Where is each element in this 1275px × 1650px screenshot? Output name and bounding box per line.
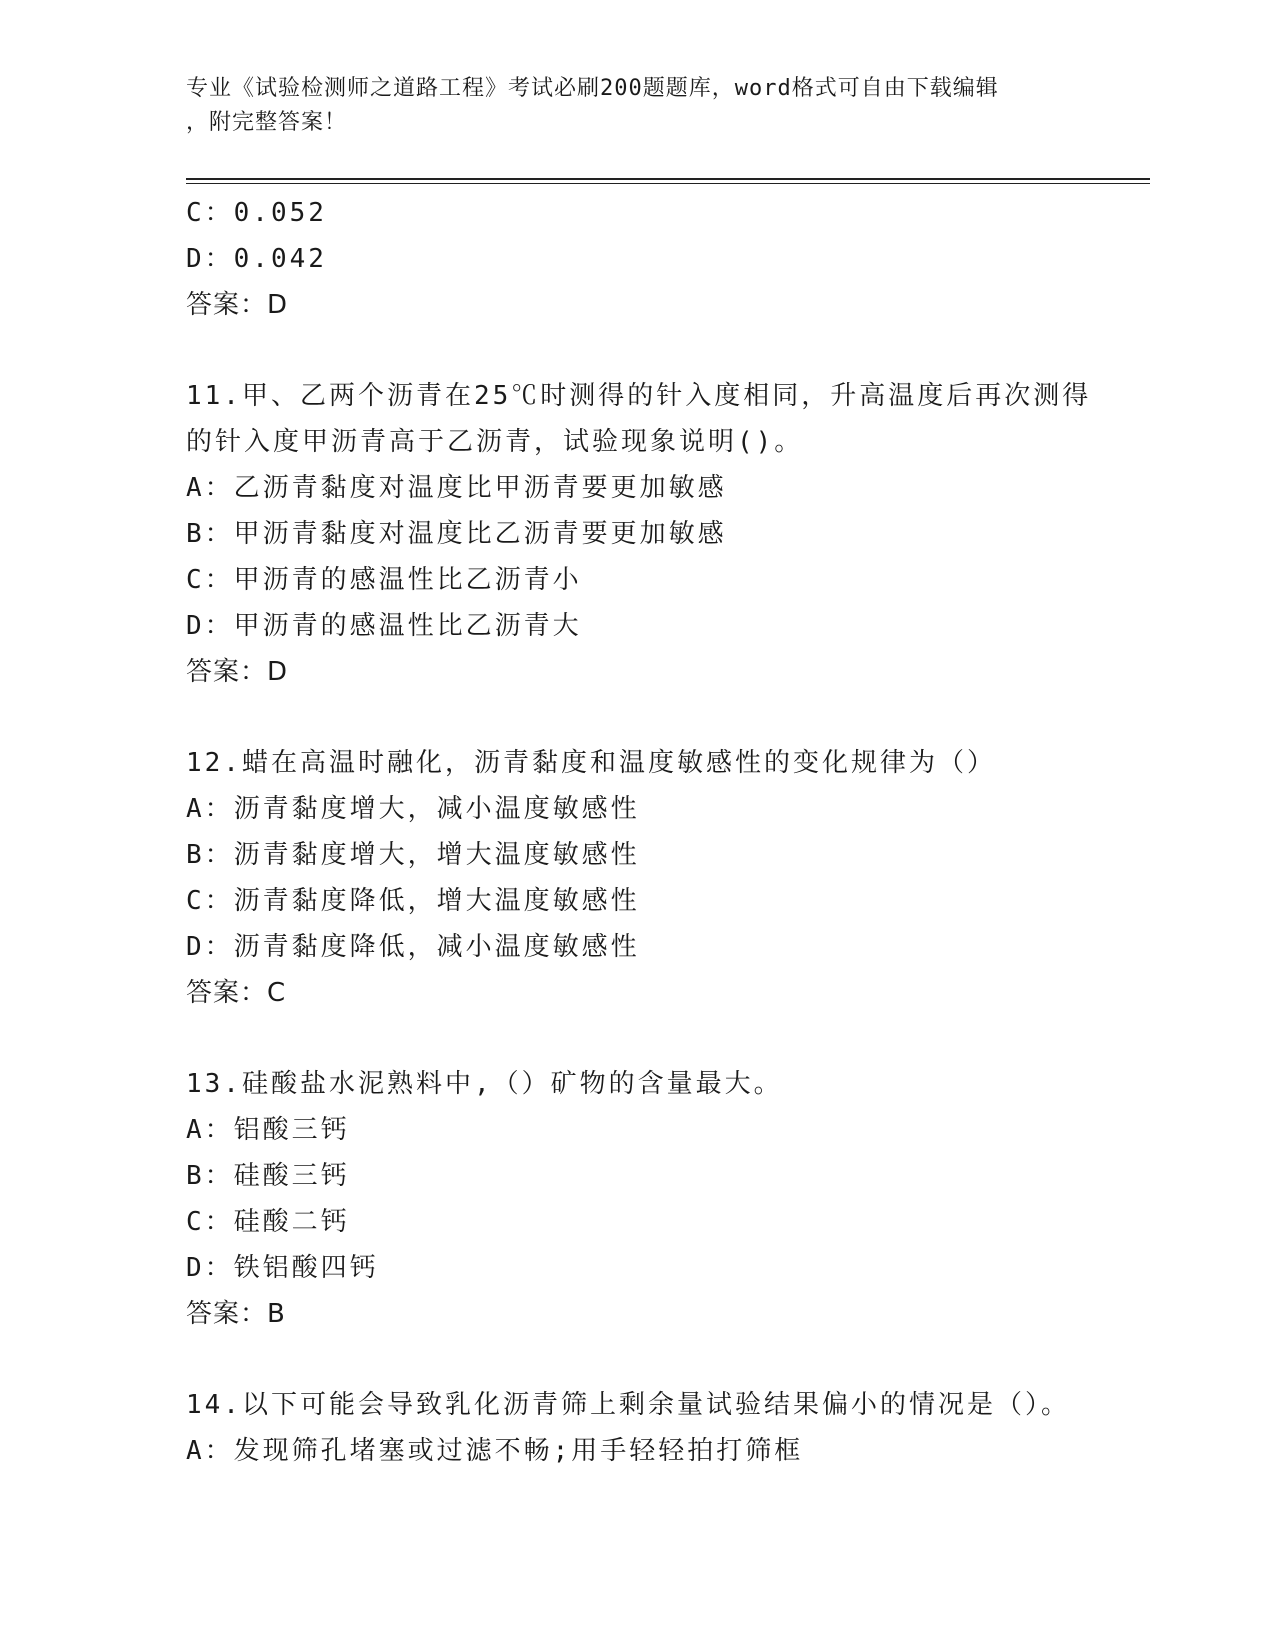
answer-line: 答案：C	[186, 978, 287, 1008]
answer-line: 答案：B	[186, 1299, 286, 1329]
question-stem-line: 14.以下可能会导致乳化沥青筛上剩余量试验结果偏小的情况是（）。	[186, 1390, 1070, 1420]
option-b: B：沥青黏度增大，增大温度敏感性	[186, 840, 640, 870]
question-stem-line: 12.蜡在高温时融化，沥青黏度和温度敏感性的变化规律为（）	[186, 748, 996, 778]
spacer	[186, 1337, 1126, 1382]
option-d: D：铁铝酸四钙	[186, 1253, 379, 1283]
header-line-2: ，附完整答案！	[186, 110, 348, 135]
question-10-tail	[186, 190, 1126, 328]
option-c: C：沥青黏度降低，增大温度敏感性	[186, 886, 640, 916]
option-c: C：甲沥青的感温性比乙沥青小	[186, 565, 582, 595]
option-b: B：硅酸三钙	[186, 1161, 350, 1191]
option-c: C：硅酸二钙	[186, 1207, 350, 1237]
question-stem-line: 的针入度甲沥青高于乙沥青，试验现象说明()。	[186, 427, 804, 457]
question-stem-line: 13.硅酸盐水泥熟料中,（）矿物的含量最大。	[186, 1069, 783, 1099]
header-divider-thick	[186, 178, 1150, 180]
option-a: A：铝酸三钙	[186, 1115, 350, 1145]
option-d: D：0.042	[186, 244, 327, 274]
document-header	[186, 72, 1066, 140]
question-14	[186, 1382, 1126, 1474]
question-13	[186, 1061, 1126, 1337]
option-b: B：甲沥青黏度对温度比乙沥青要更加敏感	[186, 519, 727, 549]
option-d: D：甲沥青的感温性比乙沥青大	[186, 611, 582, 641]
option-a: A：沥青黏度增大，减小温度敏感性	[186, 794, 640, 824]
header-divider-thin	[186, 183, 1150, 184]
header-line-1: 专业《试验检测师之道路工程》考试必刷200题题库，word格式可自由下载编辑	[186, 76, 999, 101]
question-stem-line: 11.甲、乙两个沥青在25℃时测得的针入度相同，升高温度后再次测得	[186, 381, 1092, 411]
spacer	[186, 328, 1126, 373]
answer-line: 答案：D	[186, 657, 289, 687]
question-11	[186, 373, 1126, 695]
option-c: C：0.052	[186, 198, 327, 228]
spacer	[186, 695, 1126, 740]
question-12	[186, 740, 1126, 1016]
option-d: D：沥青黏度降低，减小温度敏感性	[186, 932, 640, 962]
spacer	[186, 1016, 1126, 1061]
answer-line: 答案：D	[186, 290, 289, 320]
option-a: A：乙沥青黏度对温度比甲沥青要更加敏感	[186, 473, 727, 503]
question-list	[186, 190, 1126, 1474]
option-a: A：发现筛孔堵塞或过滤不畅;用手轻轻拍打筛框	[186, 1436, 804, 1466]
